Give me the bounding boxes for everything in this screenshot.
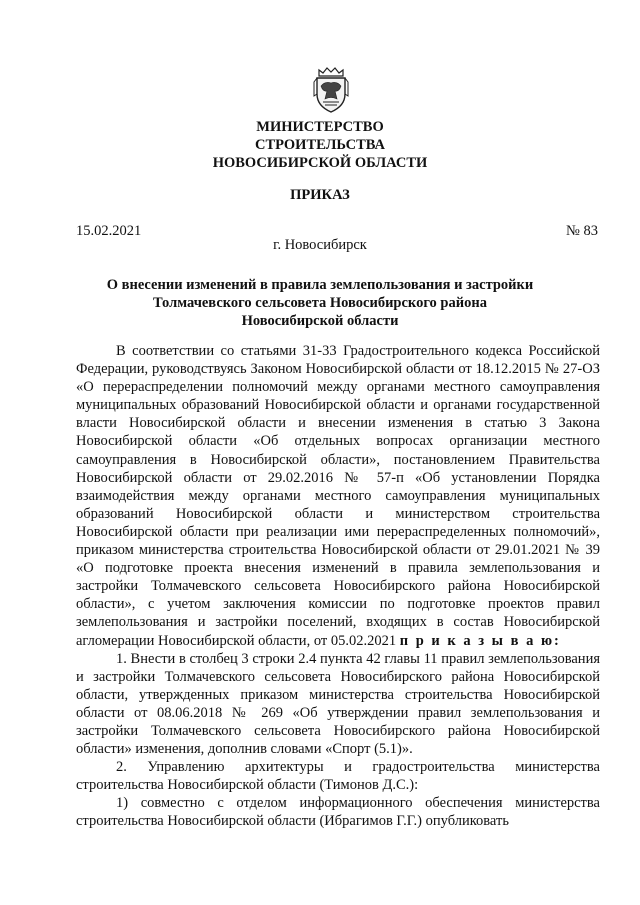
document-type: ПРИКАЗ: [290, 187, 350, 203]
ministry-name: [0, 118, 640, 172]
document-body: [76, 342, 600, 831]
document-title: [0, 276, 640, 330]
document-date: 15.02.2021: [76, 223, 142, 239]
item-2-paragraph: 2. Управлению архитектуры и градостроительства министерства строительства Новосибирской области (Тимонов Д.С.):: [76, 759, 600, 794]
order-word: п р и к а з ы в а ю:: [399, 632, 561, 649]
ministry-line: СТРОИТЕЛЬСТВА: [254, 137, 386, 153]
document-city: г. Новосибирск: [273, 237, 367, 253]
ministry-line: МИНИСТЕРСТВО: [256, 119, 384, 135]
title-line: Новосибирской области: [241, 313, 399, 329]
title-line: Толмачевского сельсовета Новосибирского района: [153, 295, 487, 311]
item-2-1-paragraph: 1) совместно с отделом информационного обеспечения министерства строительства Новосибирской области (Ибрагимов Г.Г.) опубликовать: [76, 795, 600, 830]
ministry-line: НОВОСИБИРСКОЙ ОБЛАСТИ: [212, 155, 428, 171]
preamble-text: В соответствии со статьями 31-33 Градостроительного кодекса Российской Федерации, руководствуясь Законом Новосибирской области от 18.12.2015 № 27-ОЗ «О перераспределении полномочий между органами местного самоуправления муниципальных образований Новосибирской области и органами государственной власти Новосибирской области и внесении изменения в статью 3 Закона Новосибирской области «Об отдельных вопросах организации местного самоуправления в Новосибирской области», постановлением Правительства Новосибирской области от 29.02.2016 № 57-п «Об установлении Порядка взаимодействия между органами местного самоуправления муниципальных образований Новосибирской области и министерством строительства Новосибирской области при реализации ими перераспределенных полномочий», приказом министерства строительства Новосибирской области от 29.01.2021 № 39 «О подготовке проекта внесения изменений в правила землепользования и застройки Толмачевского сельсовета Новосибирского района Новосибирской области», с учетом заключения комиссии по подготовке проектов правил землепользования и застройки поселений, входящих в состав Новосибирской агломерации Новосибирской области, от 05.02.2021: [76, 343, 600, 649]
coat-of-arms-emblem: [311, 66, 351, 114]
document-number: № 83: [566, 223, 598, 239]
title-line: О внесении изменений в правила землепользования и застройки: [106, 277, 534, 293]
item-1-paragraph: 1. Внести в столбец 3 строки 2.4 пункта 42 главы 11 правил землепользования и застройки Толмачевского сельсовета Новосибирского района Новосибирской области, утвержденных приказом министерства строительства Новосибирской области от 08.06.2018 № 269 «Об утверждении правил землепользования и застройки Толмачевского сельсовета Новосибирского района Новосибирской области» изменения, дополнив словами «Спорт (5.1)».: [76, 650, 600, 758]
preamble-paragraph: [76, 342, 600, 650]
